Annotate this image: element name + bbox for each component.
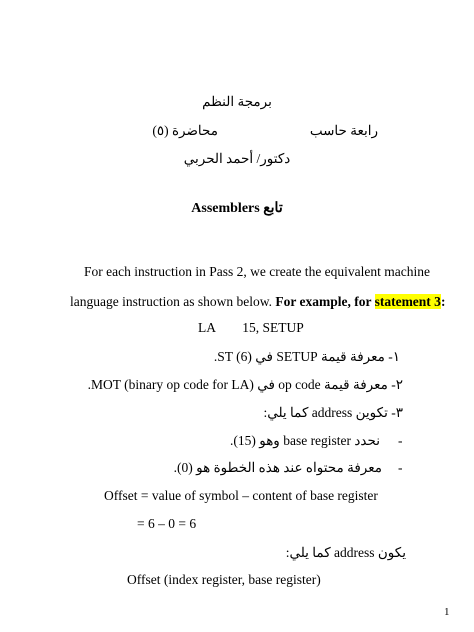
step-3: ٣- تكوين address كما يلي: (263, 405, 403, 420)
page-number: 1 (444, 606, 450, 618)
bullet-2: - (398, 460, 403, 475)
step-2: ٢- معرفة قيمة op code في MOT (binary op code for LA). (87, 377, 403, 392)
example-label: For example, for (275, 294, 375, 309)
instructor-name: دكتور/ أحمد الحربي (183, 151, 291, 166)
class-info: رابعة حاسب (309, 123, 378, 138)
statement-highlight: statement 3 (374, 294, 441, 309)
sub-step-1: نحدد base register وهو (15). (229, 433, 380, 448)
paragraph-line-2 (70, 294, 445, 310)
offset-calculation: = 6 – 0 = 6 (137, 516, 197, 531)
bullet-1: - (398, 433, 403, 448)
offset-formula: Offset = value of symbol – content of base register (104, 488, 378, 503)
step-1: ١- معرفة قيمة SETUP في ST (6). (213, 349, 400, 364)
course-title: برمجة النظم (202, 94, 272, 109)
paragraph-line-2-text: language instruction as shown below. (70, 294, 276, 309)
instruction-line: LA 15, SETUP (198, 320, 304, 335)
address-note: يكون address كما يلي: (285, 545, 406, 560)
colon: : (440, 294, 446, 309)
sub-step-2: معرفة محتواه عند هذه الخطوة هو (0). (173, 460, 382, 475)
paragraph-line-1: For each instruction in Pass 2, we create the equivalent machine (84, 264, 431, 279)
lecture-info: محاضرة (٥) (152, 123, 218, 138)
section-heading: Assemblers تابع (191, 201, 283, 216)
address-format: Offset (index register, base register) (127, 572, 321, 587)
